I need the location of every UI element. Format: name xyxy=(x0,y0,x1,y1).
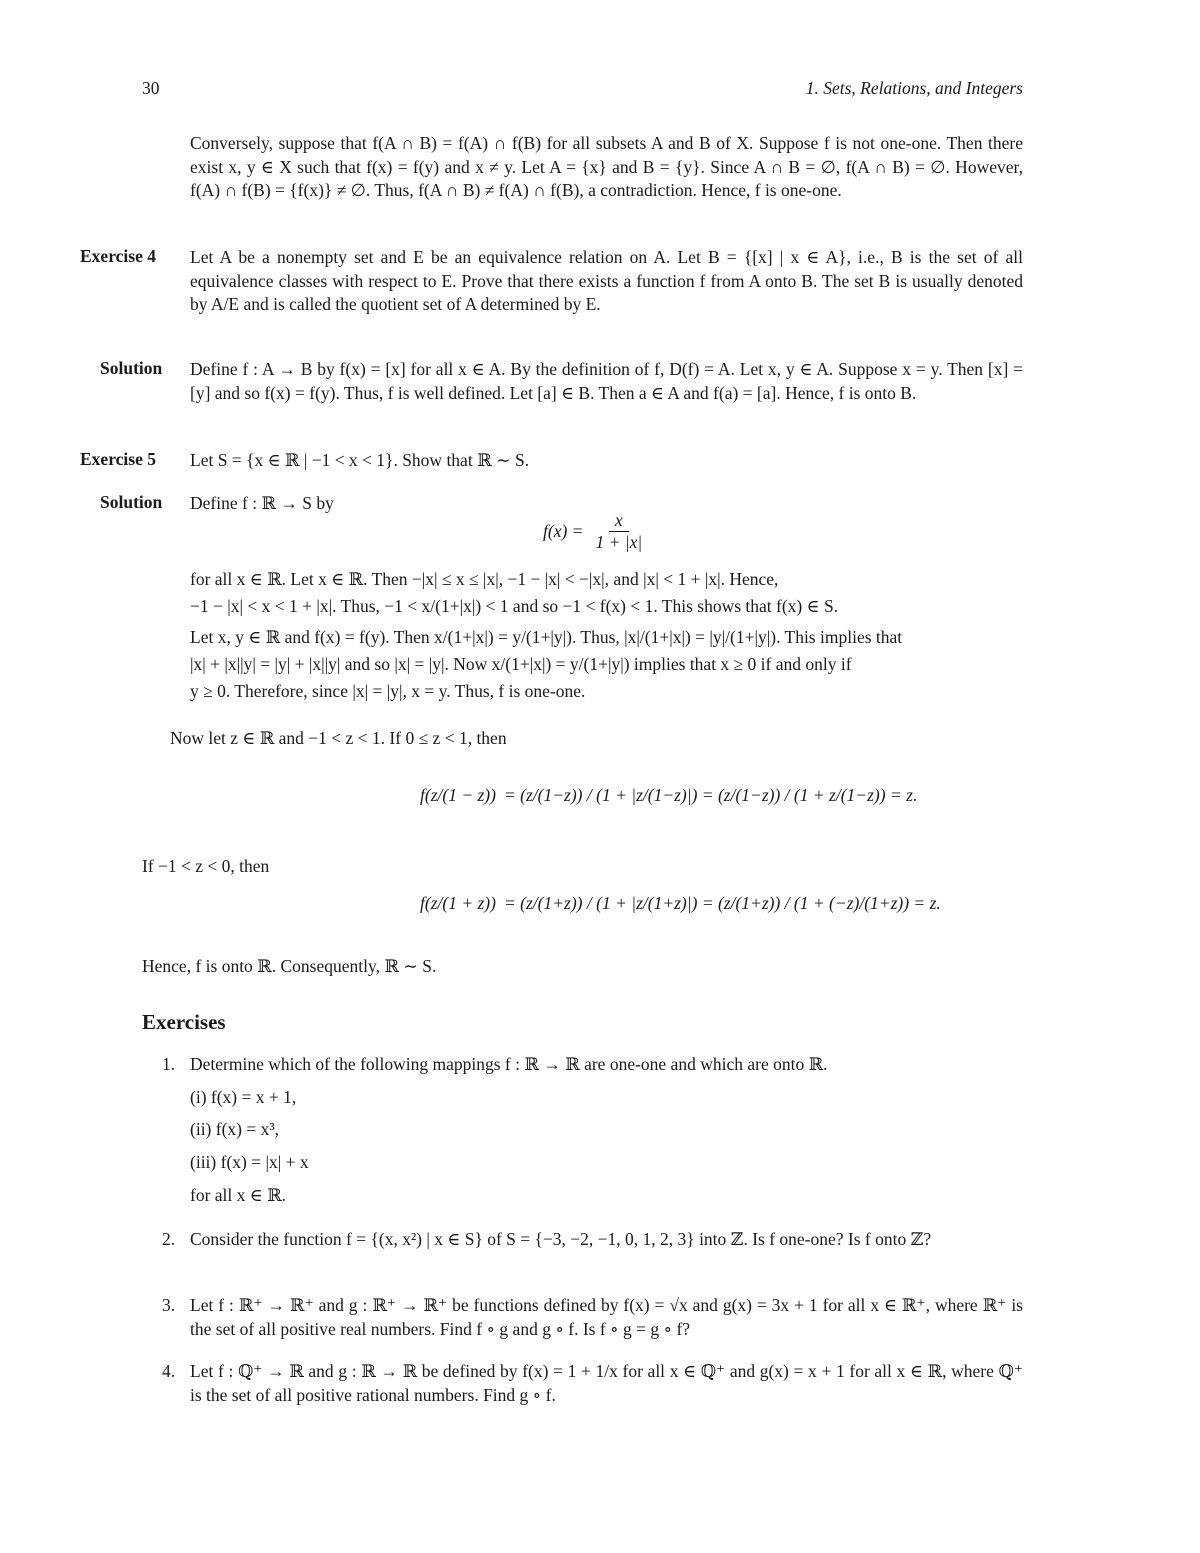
equation-2 xyxy=(420,893,941,914)
onto-lead: Now let z ∈ ℝ and −1 < z < 1. If 0 ≤ z < 1, then xyxy=(170,728,507,748)
solution-5-line-2: −1 − |x| < x < 1 + |x|. Thus, −1 < x/(1+|x|) < 1 and so −1 < f(x) < 1. This shows that f(x) ∈ S. xyxy=(190,596,839,616)
solution-5-lead: Define f : ℝ → S by xyxy=(190,493,334,513)
fraction-numerator: x xyxy=(609,510,629,532)
case-2-lead: If −1 < z < 0, then xyxy=(142,856,270,876)
exercise-1-part-ii: (ii) f(x) = x³, xyxy=(190,1119,279,1139)
exercise-4-label: Exercise 4 xyxy=(80,246,156,266)
formula-lhs: f(x) = xyxy=(543,521,584,541)
exercise-item-3 xyxy=(162,1294,1023,1341)
exercise-item-text: Let f : ℚ⁺ → ℝ and g : ℝ → ℝ be defined by f(x) = 1 + 1/x for all x ∈ ℚ⁺ and g(x) = x + 1 for all x ∈ ℝ, where ℚ⁺ is the set of all positive rational numbers. Find g ∘ f. xyxy=(190,1361,1023,1405)
fraction xyxy=(589,510,648,553)
exercise-5-label: Exercise 5 xyxy=(80,449,156,469)
exercise-item-1 xyxy=(162,1053,1023,1077)
exercise-item-number: 2. xyxy=(162,1229,176,1249)
exercise-item-number: 1. xyxy=(162,1054,176,1074)
exercise-item-2 xyxy=(162,1228,1023,1252)
exercise-item-text: Consider the function f = {(x, x²) | x ∈ S} of S = {−3, −2, −1, 0, 1, 2, 3} into ℤ. Is f one-one? Is f onto ℤ? xyxy=(190,1229,932,1249)
solution-5-line-3: Let x, y ∈ ℝ and f(x) = f(y). Then x/(1+|x|) = y/(1+|y|). Thus, |x|/(1+|x|) = |y|/(1+|y|). This implies that xyxy=(190,627,903,647)
fraction-denominator: 1 + |x| xyxy=(595,532,643,552)
page-number: 30 xyxy=(142,78,160,98)
solution-4-label: Solution xyxy=(100,358,163,378)
solution-5-line-1: for all x ∈ ℝ. Let x ∈ ℝ. Then −|x| ≤ x ≤ |x|, −1 − |x| < −|x|, and |x| < 1 + |x|. Hence, xyxy=(190,569,779,589)
onto-conclusion: Hence, f is onto ℝ. Consequently, ℝ ∼ S. xyxy=(142,956,437,976)
chapter-title: 1. Sets, Relations, and Integers xyxy=(805,78,1023,98)
display-formula-f xyxy=(543,510,648,553)
exercise-item-number: 3. xyxy=(162,1295,176,1315)
exercise-item-text: Let f : ℝ⁺ → ℝ⁺ and g : ℝ⁺ → ℝ⁺ be functions defined by f(x) = √x and g(x) = 3x + 1 for all x ∈ ℝ⁺, where ℝ⁺ is the set of all positive real numbers. Find f ∘ g and g ∘ f. Is f ∘ g = g ∘ f? xyxy=(190,1295,1023,1339)
exercise-item-4 xyxy=(162,1360,1023,1407)
equation-2-lhs: f(z/(1 + z)) xyxy=(420,893,496,913)
equation-1-lhs: f(z/(1 − z)) xyxy=(420,785,496,805)
intro-paragraph: Conversely, suppose that f(A ∩ B) = f(A) ∩ f(B) for all subsets A and B of X. Suppose f is not one-one. Then there exist x, y ∈ X such that f(x) = f(y) and x ≠ y. Let A = {x} and B = {y}. Since A ∩ B = ∅, f(A ∩ B) = ∅. However, f(A) ∩ f(B) = {f(x)} ≠ ∅. Thus, f(A ∩ B) ≠ f(A) ∩ f(B), a contradiction. Hence, f is one-one. xyxy=(190,133,1023,200)
exercise-5-text: Let S = {x ∈ ℝ | −1 < x < 1}. Show that ℝ ∼ S. xyxy=(190,450,530,470)
exercise-item-number: 4. xyxy=(162,1361,176,1381)
equation-1 xyxy=(420,785,917,806)
exercise-item-text: Determine which of the following mappings f : ℝ → ℝ are one-one and which are onto ℝ. xyxy=(190,1054,828,1074)
exercise-1-part-iii: (iii) f(x) = |x| + x xyxy=(190,1152,309,1172)
solution-5-line-5: y ≥ 0. Therefore, since |x| = |y|, x = y. Thus, f is one-one. xyxy=(190,681,586,701)
exercise-1-part-i: (i) f(x) = x + 1, xyxy=(190,1087,297,1107)
equation-2-rhs: = (z/(1+z)) / (1 + |z/(1+z)|) = (z/(1+z)) / (1 + (−z)/(1+z)) = z. xyxy=(503,893,941,913)
exercise-4-text: Let A be a nonempty set and E be an equivalence relation on A. Let B = {[x] | x ∈ A}, i.e., B is the set of all equivalence classes with respect to E. Prove that there exists a function f from A onto B. The set B is usually denoted by A/E and is called the quotient set of A determined by E. xyxy=(190,247,1023,314)
solution-4-text: Define f : A → B by f(x) = [x] for all x ∈ A. By the definition of f, D(f) = A. Let x, y ∈ A. Suppose x = y. Then [x] = [y] and so f(x) = f(y). Thus, f is well defined. Let [a] ∈ B. Then a ∈ A and f(a) = [a]. Hence, f is onto B. xyxy=(190,359,1023,403)
exercise-1-tail: for all x ∈ ℝ. xyxy=(190,1185,287,1205)
solution-5-line-4: |x| + |x||y| = |y| + |x||y| and so |x| = |y|. Now x/(1+|x|) = y/(1+|y|) implies that x ≥ 0 if and only if xyxy=(190,654,852,674)
equation-1-rhs: = (z/(1−z)) / (1 + |z/(1−z)|) = (z/(1−z)) / (1 + z/(1−z)) = z. xyxy=(503,785,918,805)
exercises-heading: Exercises xyxy=(142,1010,226,1034)
solution-5-label: Solution xyxy=(100,492,163,512)
